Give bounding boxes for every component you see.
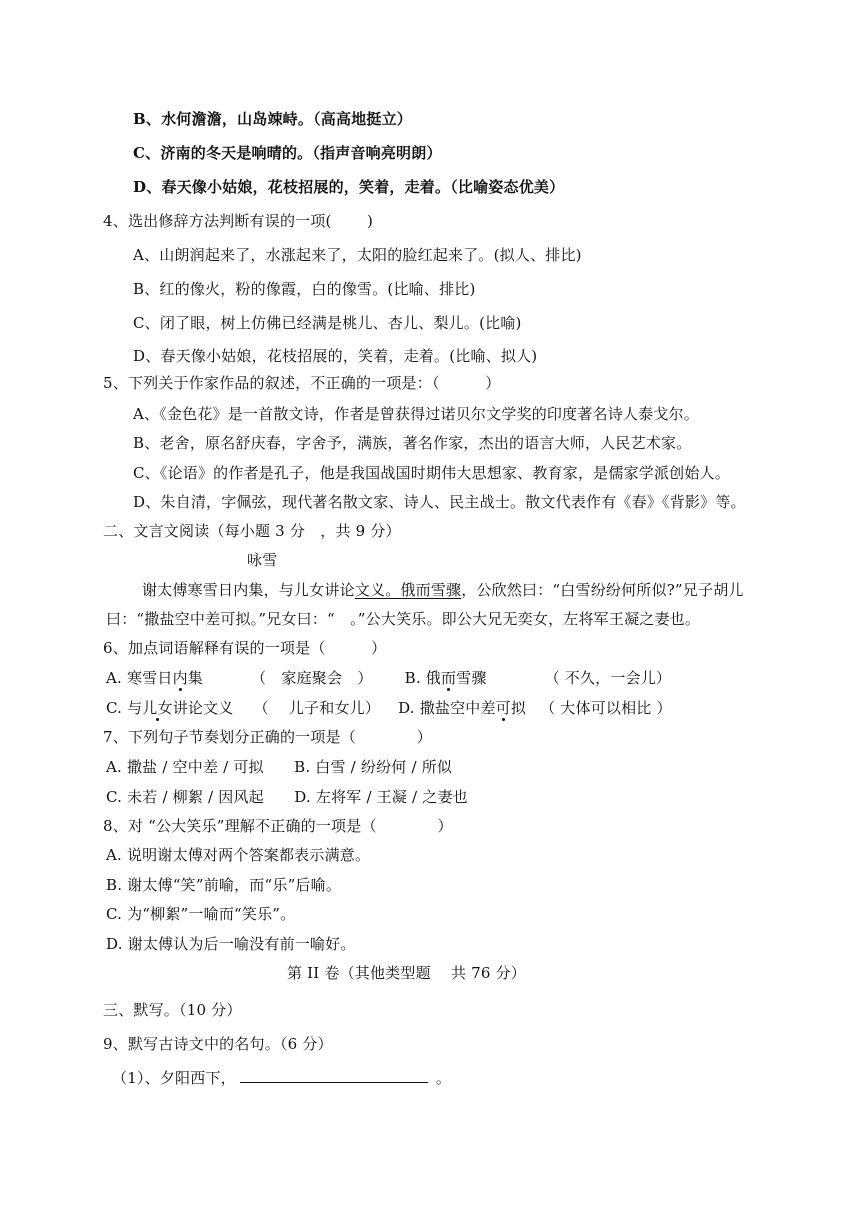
question-5-stem: 5、下列关于作家作品的叙述，不正确的一项是：（ ）	[103, 374, 501, 392]
dotted-word: 差可拟	[480, 699, 527, 717]
passage-line-1	[142, 580, 744, 600]
option-text: D. 撒盐空中	[398, 699, 481, 717]
question-5-option-c: C、《论语》的作者是孔子，他是我国战国时期伟大思想家、教育家，是儒家学派创始人。	[133, 464, 730, 482]
question-8-option-d: D. 谢太傅认为后一喻没有前一喻好。	[106, 935, 356, 953]
question-8-option-a: A. 说明谢太傅对两个答案都表示满意。	[106, 846, 371, 864]
question-8-stem: 8、对 “公大笑乐”理解不正确的一项是（ ）	[103, 817, 453, 835]
option-text: B. 俄	[404, 669, 441, 687]
option-gloss: （ 大体可以相比 ）	[540, 699, 672, 717]
option-c-line: C、济南的冬天是响晴的。（指声音响亮明朗）	[133, 144, 442, 162]
question-5-option-b: B、老舍，原名舒庆春，字舍予，满族，著名作家，杰出的语言大师，人民艺术家。	[133, 434, 692, 452]
volume-2-heading: 第 II 卷（其他类型题 共 76 分）	[287, 964, 526, 982]
fill-end: 。	[435, 1069, 452, 1087]
question-8-option-b: B. 谢太傅“笑”前喻，而“乐”后喻。	[106, 876, 342, 894]
option-text: A. 寒雪日	[106, 669, 173, 687]
question-4-option-d: D、春天像小姑娘，花枝招展的，笑着，走着。(比喻、拟人)	[133, 347, 538, 365]
passage-text: ，公欣然曰：“白雪纷纷何所似?”兄子胡儿	[461, 581, 744, 599]
question-6-options-ab	[106, 668, 671, 688]
question-9-item-1	[112, 1068, 451, 1088]
dotted-word: 而	[440, 669, 457, 687]
section-2-heading: 二、文言文阅读（每小题 3 分 ，共 9 分）	[103, 522, 401, 540]
answer-blank[interactable]	[240, 1068, 428, 1083]
option-text: 讲论文义	[172, 699, 234, 717]
passage-underlined-text: 文义。俄而雪骤	[354, 581, 462, 599]
passage-title: 咏雪	[247, 551, 278, 569]
question-7-stem: 7、下列句子节奏划分正确的一项是（ ）	[103, 728, 432, 746]
question-6-stem: 6、加点词语解释有误的一项是（ ）	[103, 639, 387, 657]
question-4-option-b: B、红的像火，粉的像霞，白的像雪。(比喻、排比)	[133, 280, 476, 298]
option-gloss: （ 儿子和女儿）	[253, 699, 381, 717]
option-b-line: B、水何澹澹，山岛竦峙。（高高地挺立）	[133, 110, 412, 128]
option-text: 集	[187, 669, 203, 687]
question-4-option-a: A、山朗润起来了，水涨起来了，太阳的脸红起来了。(拟人、排比)	[133, 246, 582, 264]
option-d-line: D、春天像小姑娘，花枝招展的，笑着，走着。（比喻姿态优美）	[133, 178, 565, 196]
section-3-heading: 三、默写。（10 分）	[103, 1001, 242, 1019]
option-text: C. 与	[106, 699, 143, 717]
question-7-options-cd: C. 未若 / 柳絮 / 因风起 D. 左将军 / 王凝 / 之妻也	[106, 788, 468, 806]
question-5-option-d: D、朱自清，字佩弦，现代著名散文家、诗人、民主战士。散文代表作有《春》《背影》等。	[133, 493, 746, 511]
question-8-option-c: C. 为“柳絮”一喻而“笑乐”。	[106, 905, 296, 923]
question-4-stem: 4、选出修辞方法判断有误的一项( )	[103, 212, 374, 230]
option-gloss: （ 家庭聚会 ）	[250, 669, 373, 687]
option-gloss: （ 不久，一会儿）	[544, 669, 672, 687]
fill-prompt: （1）、夕阳西下，	[112, 1069, 236, 1087]
passage-text: 谢太傅寒雪日内集，与儿女讲论	[142, 581, 355, 599]
dotted-word: 内	[172, 669, 188, 687]
question-5-option-a: A、《金色花》是一首散文诗，作者是曾获得过诺贝尔文学奖的印度著名诗人泰戈尔。	[133, 405, 699, 423]
question-7-options-ab: A. 撒盐 / 空中差 / 可拟 B. 白雪 / 纷纷何 / 所似	[106, 758, 453, 776]
passage-line-2: 曰：“撒盐空中差可拟。”兄女曰：“ 。”公大笑乐。即公大兄无奕女，左将军王凝之妻也。	[106, 610, 701, 628]
question-6-options-cd	[106, 698, 672, 718]
question-9-stem: 9、默写古诗文中的名句。（6 分）	[103, 1035, 333, 1053]
option-text: 雪骤	[456, 669, 487, 687]
dotted-word: 儿女	[142, 699, 173, 717]
question-4-option-c: C、闭了眼，树上仿佛已经满是桃儿、杏儿、梨儿。(比喻)	[133, 314, 522, 332]
